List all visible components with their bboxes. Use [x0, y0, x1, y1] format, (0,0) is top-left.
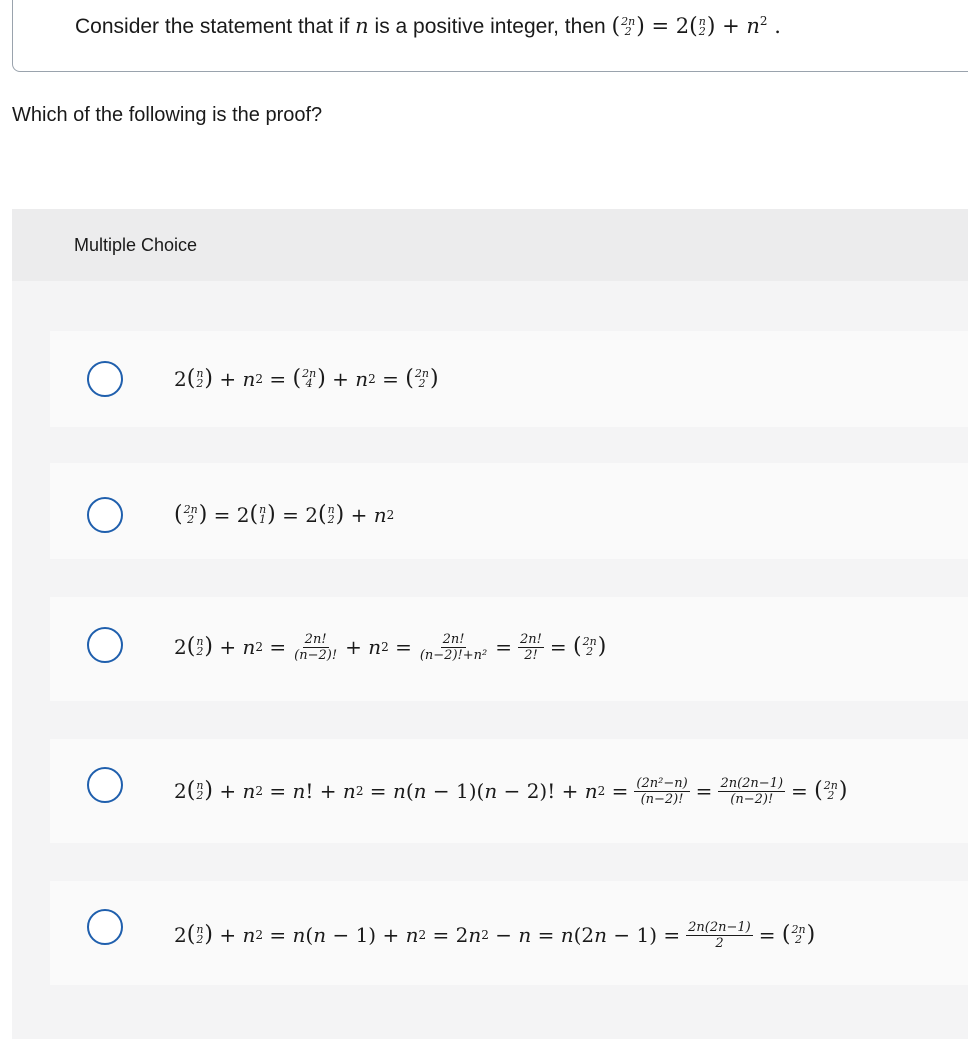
- option-2[interactable]: [50, 463, 968, 559]
- option-5-expression: 2 ( n 2 ) + n 2 = n ( n − 1) + n 2 = 2 n 2 − n = n (2 n − 1) = $\frac{2n(2n-1)}{2}$ = ( 2n 2 ): [174, 919, 816, 951]
- multiple-choice-label: Multiple Choice: [74, 235, 198, 255]
- option-1[interactable]: [50, 331, 968, 427]
- radio-option-2[interactable]: [87, 497, 123, 533]
- prompt-text: Which of the following is the proof?: [12, 104, 323, 126]
- option-4[interactable]: [50, 739, 968, 843]
- question-statement: Consider the statement that if n is a positive integer, then ( 2n 2 ) = 2 ( n 2 ) + $n^2$ .: [75, 14, 781, 39]
- radio-option-5[interactable]: [87, 909, 123, 945]
- option-5[interactable]: [50, 881, 968, 985]
- option-3-expression: 2 ( n 2 ) + n 2 = $\frac{2n!}{(n-2)!}$ + n 2 = $\frac{2n!}{\text{(n−2)!+n²}}$ = $\frac{2n!}{2!}$ = ( 2n 2 ): [174, 631, 607, 663]
- option-2-expression: ( 2n 2 ) = 2 ( n 1 ) = 2 ( n 2 ) + n 2: [174, 502, 395, 527]
- radio-option-4[interactable]: [87, 767, 123, 803]
- statement-math: ( 2n 2 ) = 2 ( n 2 ) + $n^2$ .: [611, 14, 781, 39]
- radio-option-1[interactable]: [87, 361, 123, 397]
- option-1-expression: 2 ( n 2 ) + n 2 = ( 2n 4 ) + n 2 = ( 2n 2 ): [174, 366, 439, 391]
- radio-option-3[interactable]: [87, 627, 123, 663]
- option-3[interactable]: [50, 597, 968, 701]
- option-4-expression: 2 ( n 2 ) + n 2 = n ! + n 2 = n ( n − 1)( n − 2)! + n 2 = $\frac{\text{(2n²−n)}}{(n-2)!}$ = $\frac{2n(2n-1)}{(n-2)!}$ = ( 2n 2 ): [174, 775, 848, 807]
